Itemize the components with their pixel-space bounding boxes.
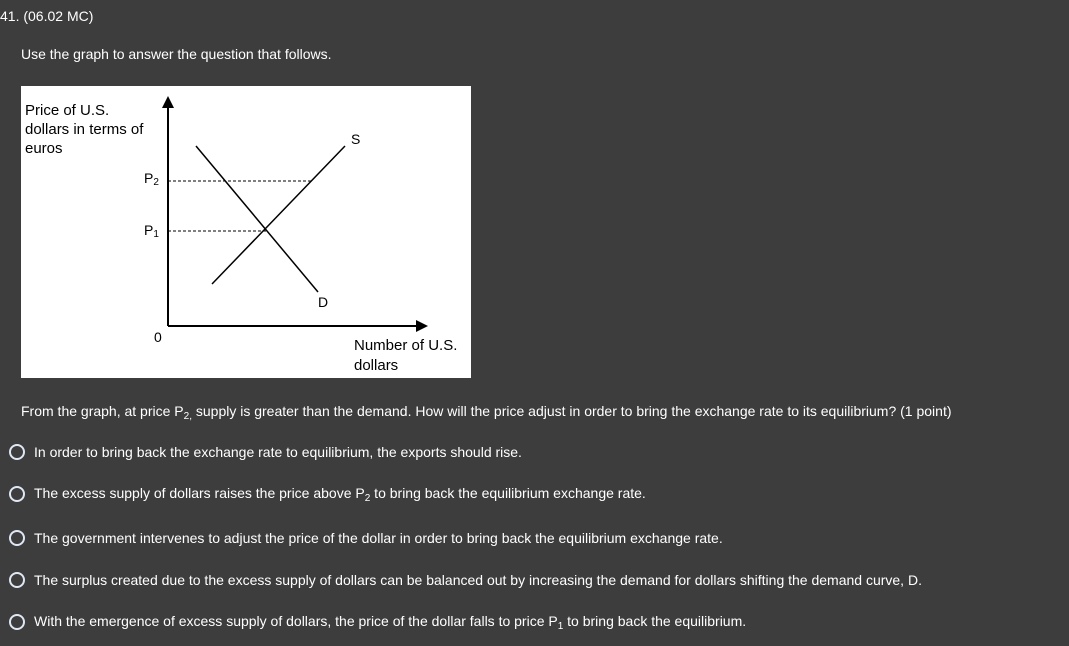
radio-button-4[interactable] (9, 572, 25, 588)
question-header (0, 8, 93, 24)
y-axis-label-line1: Price of U.S. (25, 102, 110, 119)
answer-option-label: The excess supply of dollars raises the price above $P_2$ to bring back the equilibrium exchange rate. (34, 484, 646, 504)
answer-option-label: The surplus created due to the excess supply of dollars can be balanced out by increasing the demand for dollars shifting the demand curve, D. (34, 572, 922, 588)
origin-label: 0 (154, 329, 162, 345)
radio-button-5[interactable] (9, 614, 25, 630)
question-number: 41. (0, 8, 20, 24)
graph-svg (21, 86, 471, 378)
exchange-rate-graph (21, 86, 471, 378)
y-axis-arrow (162, 96, 174, 108)
answer-option-2[interactable] (9, 484, 646, 504)
demand-curve (196, 146, 318, 292)
x-axis-label-line2: dollars (354, 357, 399, 374)
y-axis-label-line2: dollars in terms of (25, 121, 144, 138)
answer-option-1[interactable] (9, 442, 522, 462)
answer-option-4[interactable] (9, 570, 922, 590)
question-instruction: Use the graph to answer the question that follows. (21, 46, 332, 62)
x-axis-arrow (416, 320, 428, 332)
question-code: (06.02 MC) (23, 8, 94, 24)
supply-label: S (351, 131, 361, 147)
question-stem: From the graph, at price $P_{2,}$ supply is greater than the demand. How will the price adjust in order to bring the exchange rate to its equilibrium? (1 point) (21, 403, 952, 422)
radio-button-2[interactable] (9, 486, 25, 502)
answer-option-3[interactable] (9, 528, 723, 548)
answer-option-5[interactable] (9, 612, 746, 632)
radio-button-3[interactable] (9, 530, 25, 546)
radio-button-1[interactable] (9, 444, 25, 460)
answer-option-label: With the emergence of excess supply of dollars, the price of the dollar falls to price $P_1$ to bring back the equilibrium. (34, 612, 747, 632)
supply-curve (212, 146, 345, 284)
answer-option-label: The government intervenes to adjust the price of the dollar in order to bring back the equilibrium exchange rate. (34, 530, 723, 546)
x-axis-label-line1: Number of U.S. (354, 337, 458, 354)
demand-label: D (318, 294, 329, 310)
answer-option-label: In order to bring back the exchange rate to equilibrium, the exports should rise. (34, 444, 522, 460)
p1-label: P1 (144, 222, 159, 240)
p2-label: P2 (144, 170, 159, 188)
y-axis-label-line3: euros (25, 140, 63, 157)
